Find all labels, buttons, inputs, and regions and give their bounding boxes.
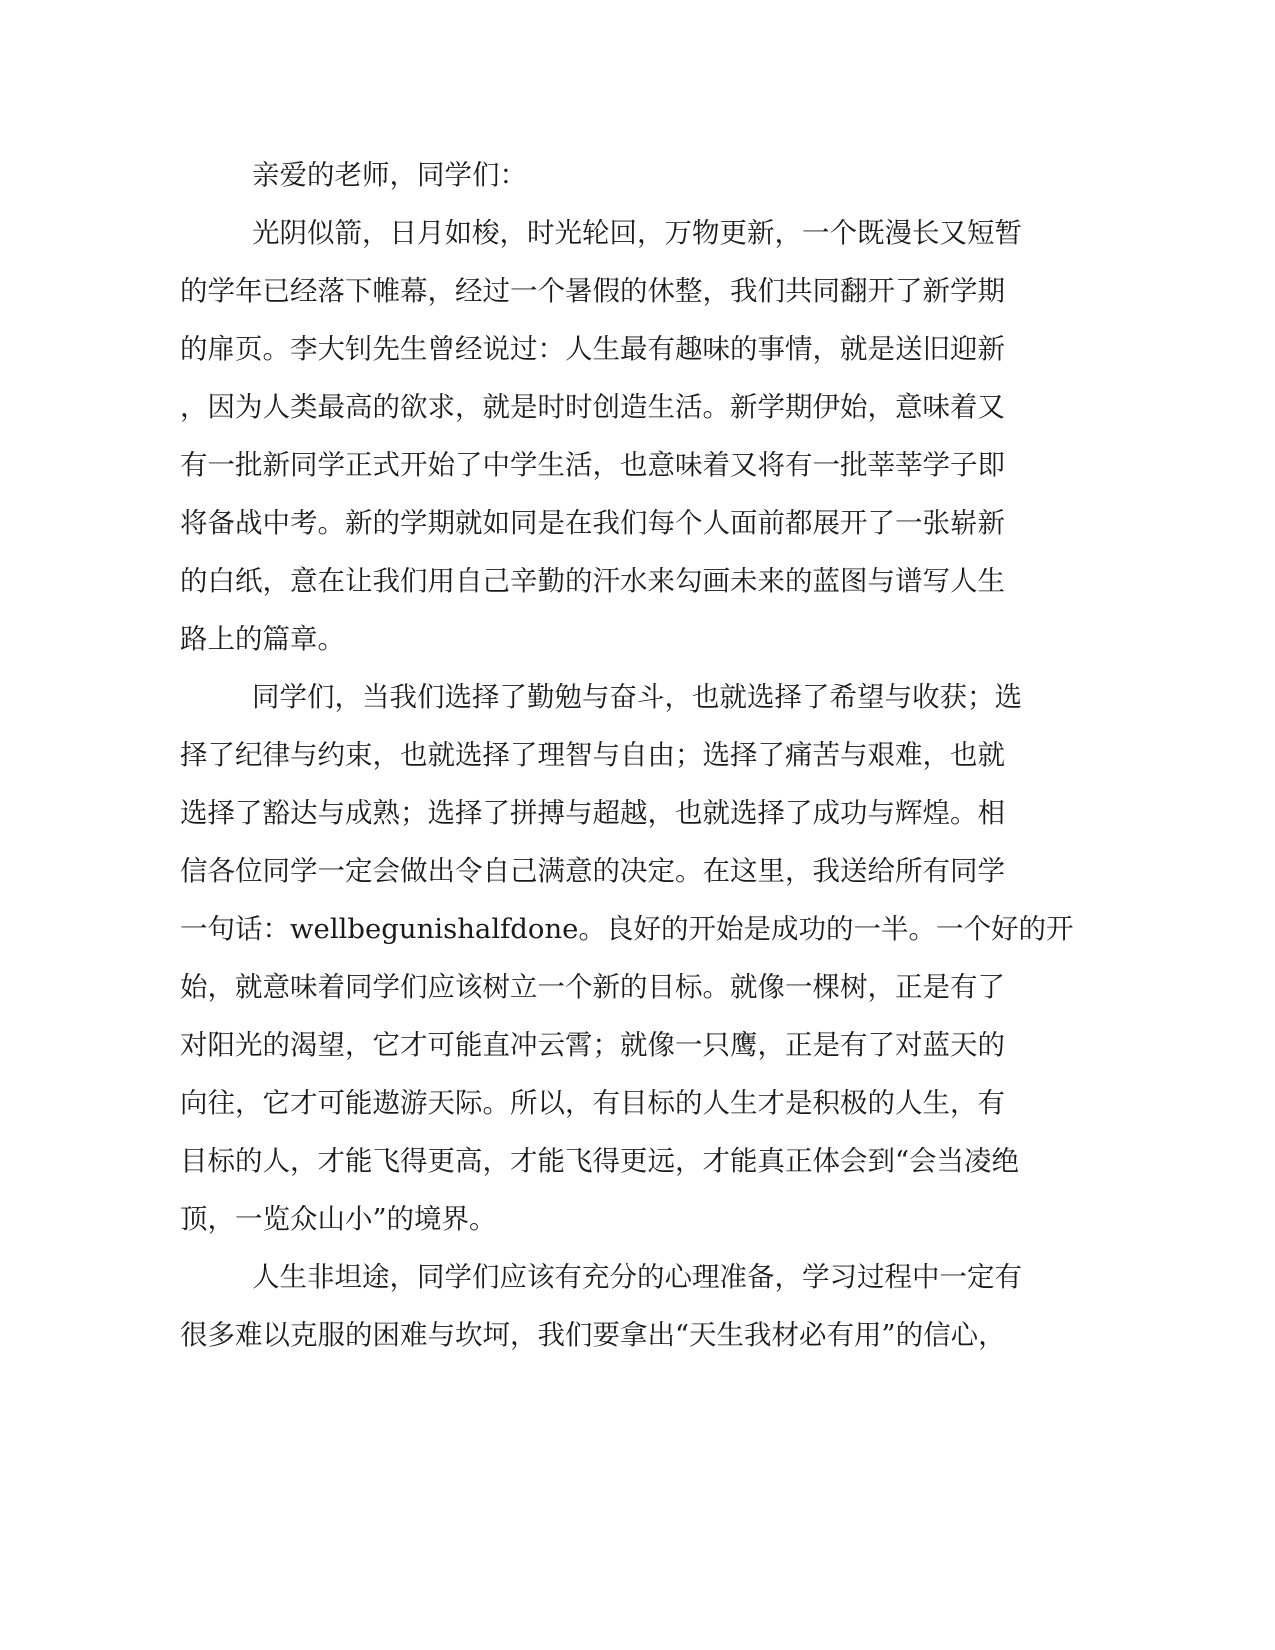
paragraph-1-line-6: 将备战中考。新的学期就如同是在我们每个人面前都展开了一张崭新: [180, 507, 1005, 539]
paragraph-2-line-5: 一句话：wellbegunishalfdone。良好的开始是成功的一半。一个好的开: [180, 913, 1074, 945]
paragraph-2-line-6: 始，就意味着同学们应该树立一个新的目标。就像一棵树，正是有了: [180, 971, 1005, 1003]
paragraph-1-line-8: 路上的篇章。: [180, 623, 345, 655]
paragraph-2-line-1: 同学们，当我们选择了勤勉与奋斗，也就选择了希望与收获；选: [252, 681, 1022, 713]
paragraph-1-line-4: ，因为人类最高的欲求，就是时时创造生活。新学期伊始，意味着又: [180, 391, 1005, 423]
salutation: 亲爱的老师，同学们：: [252, 159, 527, 191]
paragraph-3-line-1: 人生非坦途，同学们应该有充分的心理准备，学习过程中一定有: [252, 1261, 1022, 1293]
paragraph-1-line-7: 的白纸，意在让我们用自己辛勤的汗水来勾画未来的蓝图与谱写人生: [180, 565, 1005, 597]
paragraph-1-line-1: 光阴似箭，日月如梭，时光轮回，万物更新，一个既漫长又短暂: [252, 217, 1022, 249]
paragraph-2-line-4: 信各位同学一定会做出令自己满意的决定。在这里，我送给所有同学: [180, 855, 1005, 887]
paragraph-1-line-2: 的学年已经落下帷幕，经过一个暑假的休整，我们共同翻开了新学期: [180, 275, 1005, 307]
paragraph-2-line-10: 顶，一览众山小”的境界。: [180, 1203, 497, 1235]
paragraph-1-line-5: 有一批新同学正式开始了中学生活，也意味着又将有一批莘莘学子即: [180, 449, 1005, 481]
paragraph-3-line-2: 很多难以克服的困难与坎坷，我们要拿出“天生我材必有用”的信心，: [180, 1319, 1006, 1351]
paragraph-2-line-2: 择了纪律与约束，也就选择了理智与自由；选择了痛苦与艰难，也就: [180, 739, 1005, 771]
paragraph-1-line-3: 的扉页。李大钊先生曾经说过：人生最有趣味的事情，就是送旧迎新: [180, 333, 1005, 365]
paragraph-2-line-8: 向往，它才可能遨游天际。所以，有目标的人生才是积极的人生，有: [180, 1087, 1005, 1119]
paragraph-2-line-3: 选择了豁达与成熟；选择了拼搏与超越，也就选择了成功与辉煌。相: [180, 797, 1005, 829]
paragraph-2-line-7: 对阳光的渴望，它才可能直冲云霄；就像一只鹰，正是有了对蓝天的: [180, 1029, 1005, 1061]
paragraph-2-line-9: 目标的人，才能飞得更高，才能飞得更远，才能真正体会到“会当凌绝: [180, 1145, 1020, 1177]
